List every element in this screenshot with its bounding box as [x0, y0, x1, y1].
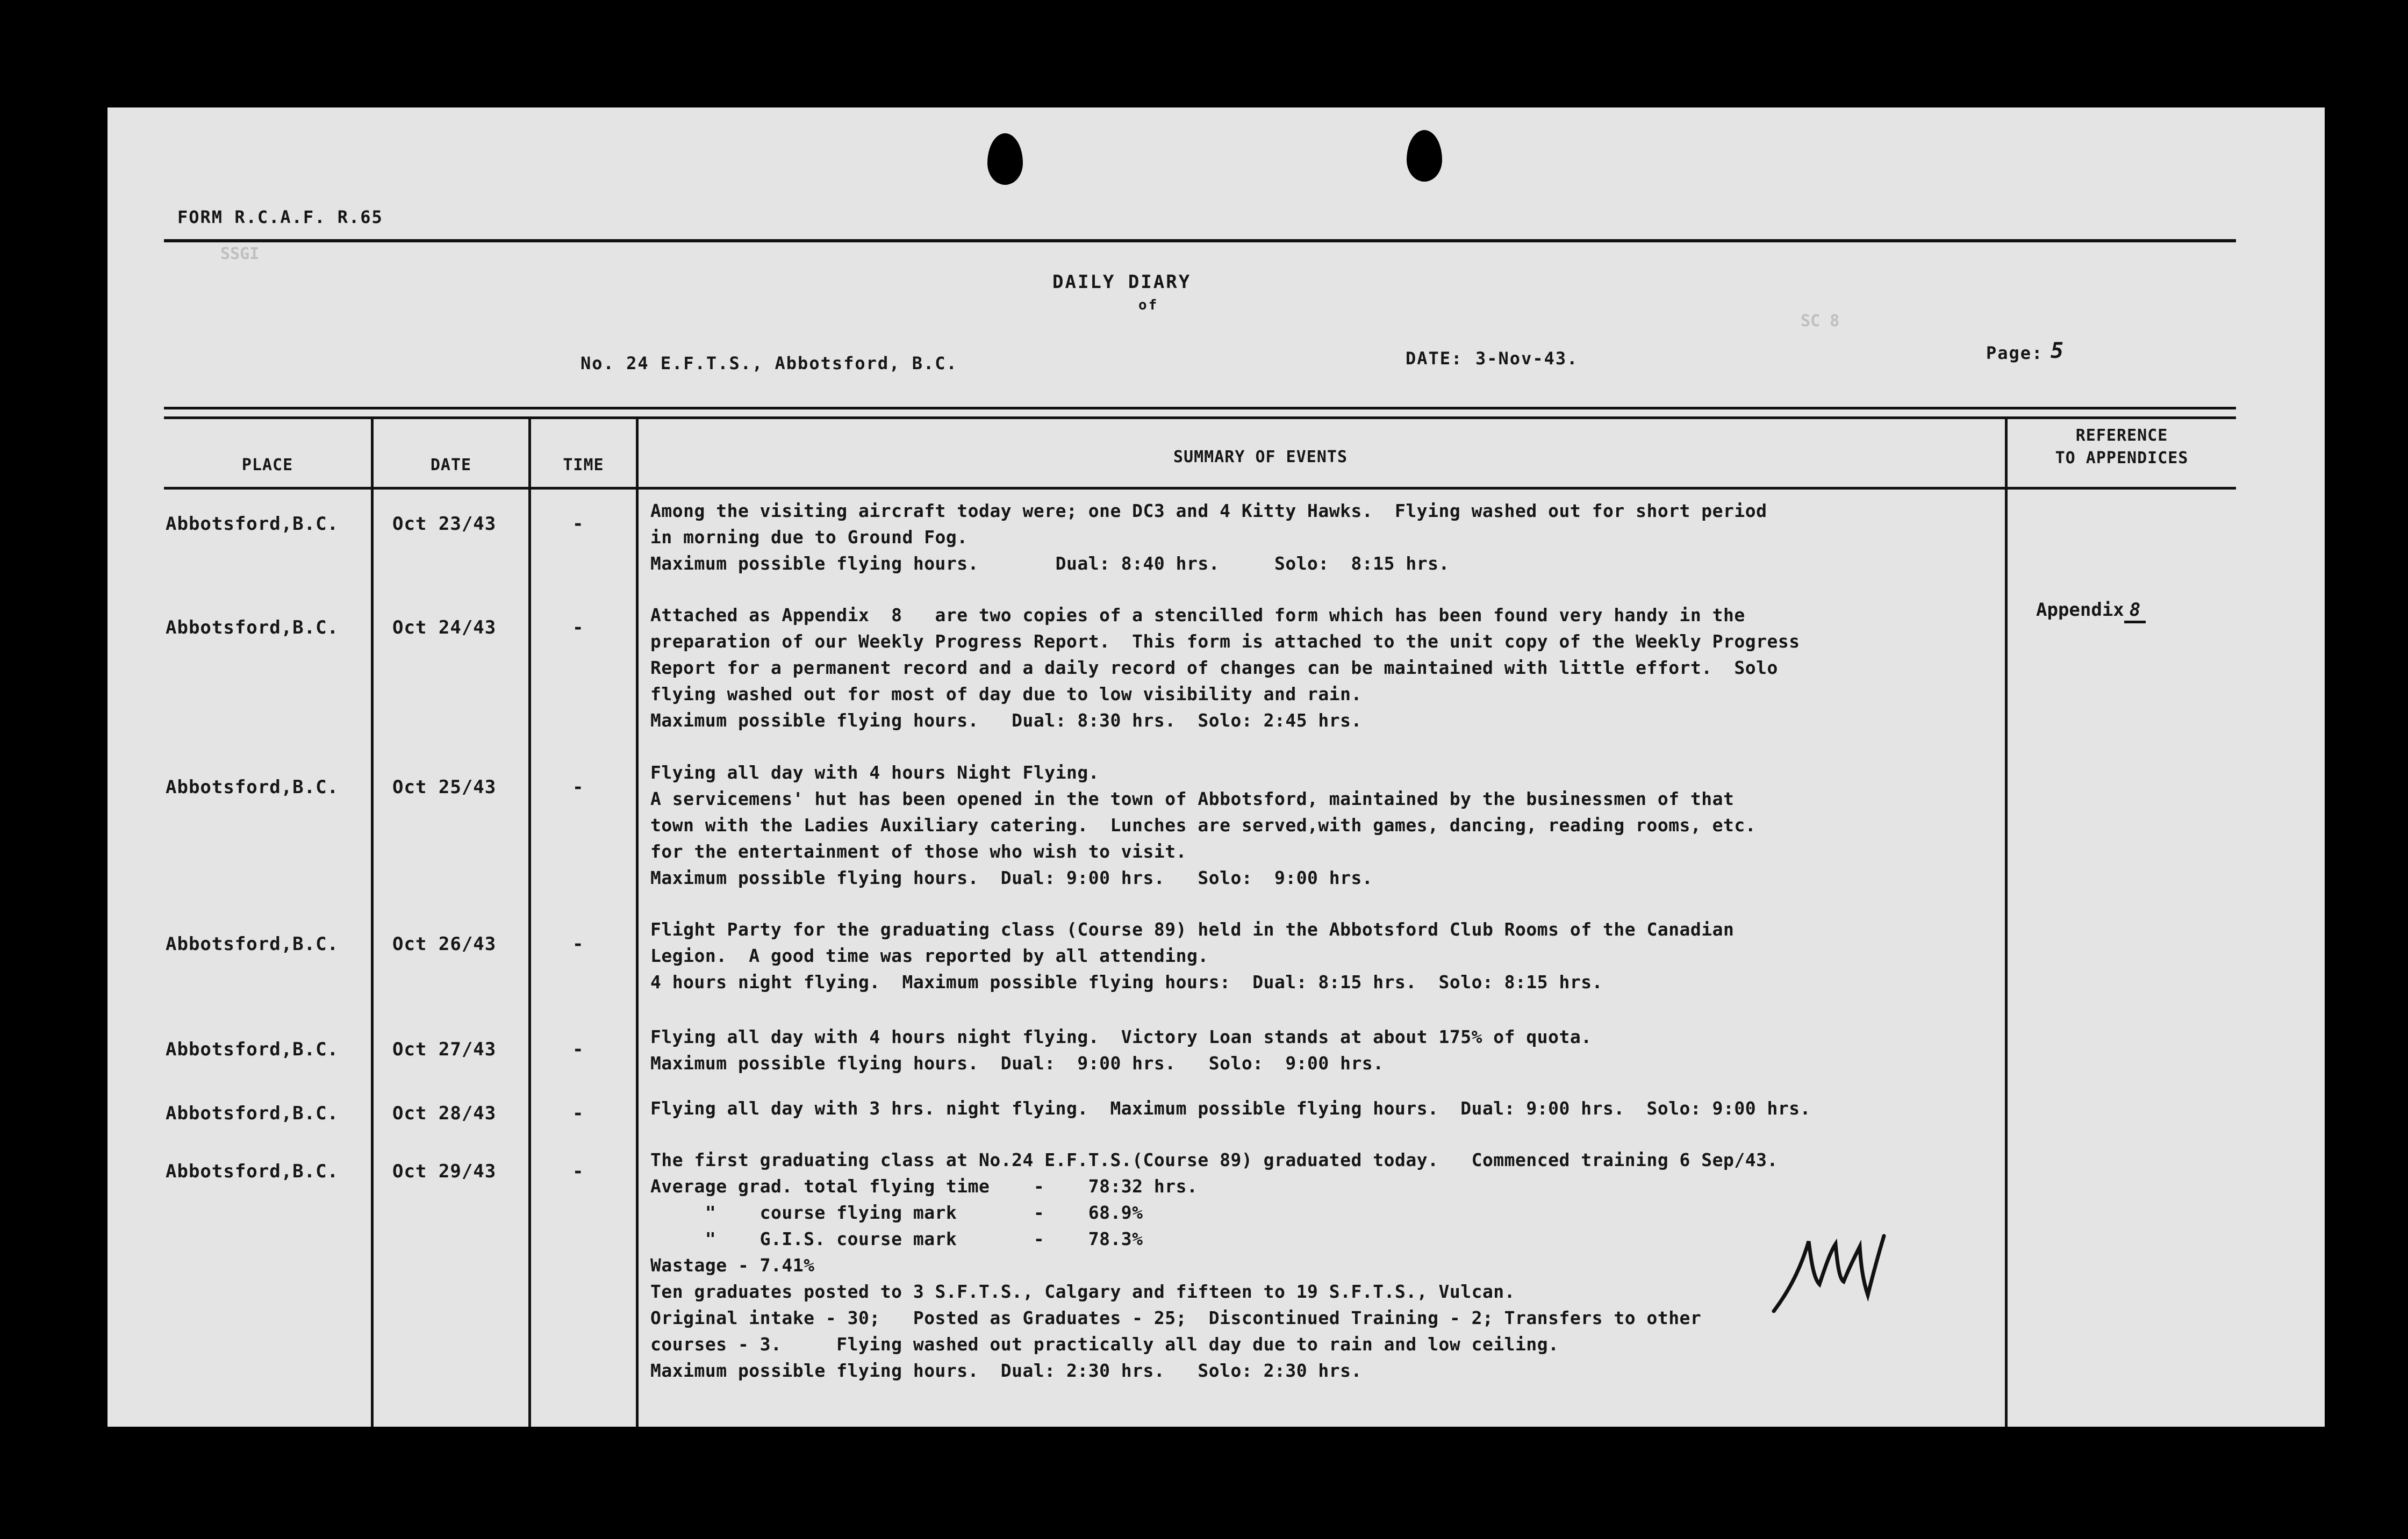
- row-date: Oct 26/43: [392, 933, 497, 955]
- row-place: Abbotsford,B.C.: [166, 933, 339, 955]
- bleed-through-text: SC 8: [1801, 312, 1840, 330]
- diary-sheet: [108, 107, 2325, 1427]
- diary-title-of: of: [1138, 297, 1159, 313]
- row-time: -: [572, 1161, 584, 1182]
- row-summary: Flying all day with 4 hours night flying. Victory Loan stands at about 175% of quota. Maximum possible flying hours. Dual: 9:00 hrs. Solo: 9:00 hrs.: [650, 1026, 1592, 1074]
- date-value: 3-Nov-43.: [1475, 348, 1579, 369]
- date-label: DATE:: [1406, 348, 1463, 369]
- col-place: PLACE: [241, 456, 293, 474]
- column-divider: [528, 416, 531, 1427]
- page-value: 5: [2051, 339, 2065, 363]
- column-divider: [371, 416, 374, 1427]
- row-reference: [2036, 599, 2146, 621]
- column-divider: [636, 416, 639, 1427]
- reference-label: Appendix: [2036, 599, 2124, 621]
- row-date: Oct 23/43: [392, 513, 497, 535]
- col-summary: SUMMARY OF EVENTS: [1173, 448, 1348, 466]
- handwritten-initials: [1768, 1220, 1892, 1327]
- col-reference-line2: TO APPENDICES: [2055, 449, 2189, 468]
- row-summary: Attached as Appendix 8 are two copies of a stencilled form which has been found very handy in the preparation of our Weekly Progress Report. This form is attached to the unit copy of the Weekly Progress Report for a permanent record and a daily record of changes can be maintained with little effort. Solo flying washed out for most of day due to low visibility and rain. Maximum possible flying hours. Dual: 8:30 hrs. Solo: 2:45 hrs.: [650, 605, 1800, 731]
- row-summary: Flying all day with 4 hours Night Flying. A servicemens' hut has been opened in the town of Abbotsford, maintained by the businessmen of that town with the Ladies Auxiliary catering. Lunches are served,with games, dancing, reading rooms, etc. for the entertainment of those who wish to visit. Maximum possible flying hours. Dual: 9:00 hrs. Solo: 9:00 hrs.: [650, 762, 1757, 888]
- table-rule: [164, 416, 2236, 419]
- punch-hole-left: [987, 133, 1023, 185]
- row-time: -: [572, 1103, 584, 1124]
- row-summary: The first graduating class at No.24 E.F.T.S.(Course 89) graduated today. Commenced training 6 Sep/43. Average grad. total flying time - 78:32 hrs. " course flying mark - 68.9% " G.I.S. course mark - 78.3% Wastage - 7.41% Ten graduates posted to 3 S.F.T.S., Calgary and fifteen to 19 S.F.T.S., Vulcan. Original intake - 30; Posted as Graduates - 25; Discontinued Training - 2; Transfers to other courses - 3. Flying washed out practically all day due to rain and low ceiling. Maximum possible flying hours. Dual: 2:30 hrs. Solo: 2:30 hrs.: [650, 1149, 1778, 1381]
- row-place: Abbotsford,B.C.: [166, 1161, 339, 1182]
- table-rule: [164, 487, 2236, 490]
- table-rule: [164, 407, 2236, 409]
- punch-hole-right: [1407, 130, 1442, 182]
- bleed-through-text: SSGI: [220, 244, 260, 263]
- form-id: FORM R.C.A.F. R.65: [177, 207, 383, 227]
- col-date: DATE: [430, 456, 472, 474]
- row-summary: Among the visiting aircraft today were; one DC3 and 4 Kitty Hawks. Flying washed out for short period in morning due to Ground Fog. Maximum possible flying hours. Dual: 8:40 hrs. Solo: 8:15 hrs.: [650, 500, 1767, 574]
- page-label: Page:: [1986, 343, 2044, 363]
- row-place: Abbotsford,B.C.: [166, 776, 339, 798]
- diary-title: DAILY DIARY: [1052, 271, 1192, 293]
- row-summary: Flying all day with 3 hrs. night flying. Maximum possible flying hours. Dual: 9:00 hrs. Solo: 9:00 hrs.: [650, 1098, 1811, 1119]
- reference-value: 8: [2124, 599, 2146, 623]
- column-divider: [2005, 416, 2008, 1427]
- header-rule-top: [164, 239, 2236, 242]
- col-reference-line1: REFERENCE: [2075, 426, 2168, 445]
- row-place: Abbotsford,B.C.: [166, 513, 339, 535]
- row-date: Oct 25/43: [392, 776, 497, 798]
- row-time: -: [572, 513, 584, 535]
- row-place: Abbotsford,B.C.: [166, 1103, 339, 1124]
- row-place: Abbotsford,B.C.: [166, 617, 339, 638]
- row-summary: Flight Party for the graduating class (Course 89) held in the Abbotsford Club Rooms of the Canadian Legion. A good time was reported by all attending. 4 hours night flying. Maximum possible flying hours: Dual: 8:15 hrs. Solo: 8:15 hrs.: [650, 919, 1735, 993]
- col-reference: [2008, 425, 2236, 470]
- row-time: -: [572, 617, 584, 638]
- row-date: Oct 28/43: [392, 1103, 497, 1124]
- col-time: TIME: [563, 456, 604, 474]
- row-place: Abbotsford,B.C.: [166, 1039, 339, 1060]
- row-time: -: [572, 776, 584, 798]
- row-date: Oct 29/43: [392, 1161, 497, 1182]
- unit-name: No. 24 E.F.T.S., Abbotsford, B.C.: [580, 353, 958, 373]
- row-time: -: [572, 933, 584, 955]
- row-date: Oct 24/43: [392, 617, 497, 638]
- row-date: Oct 27/43: [392, 1039, 497, 1060]
- row-time: -: [572, 1039, 584, 1060]
